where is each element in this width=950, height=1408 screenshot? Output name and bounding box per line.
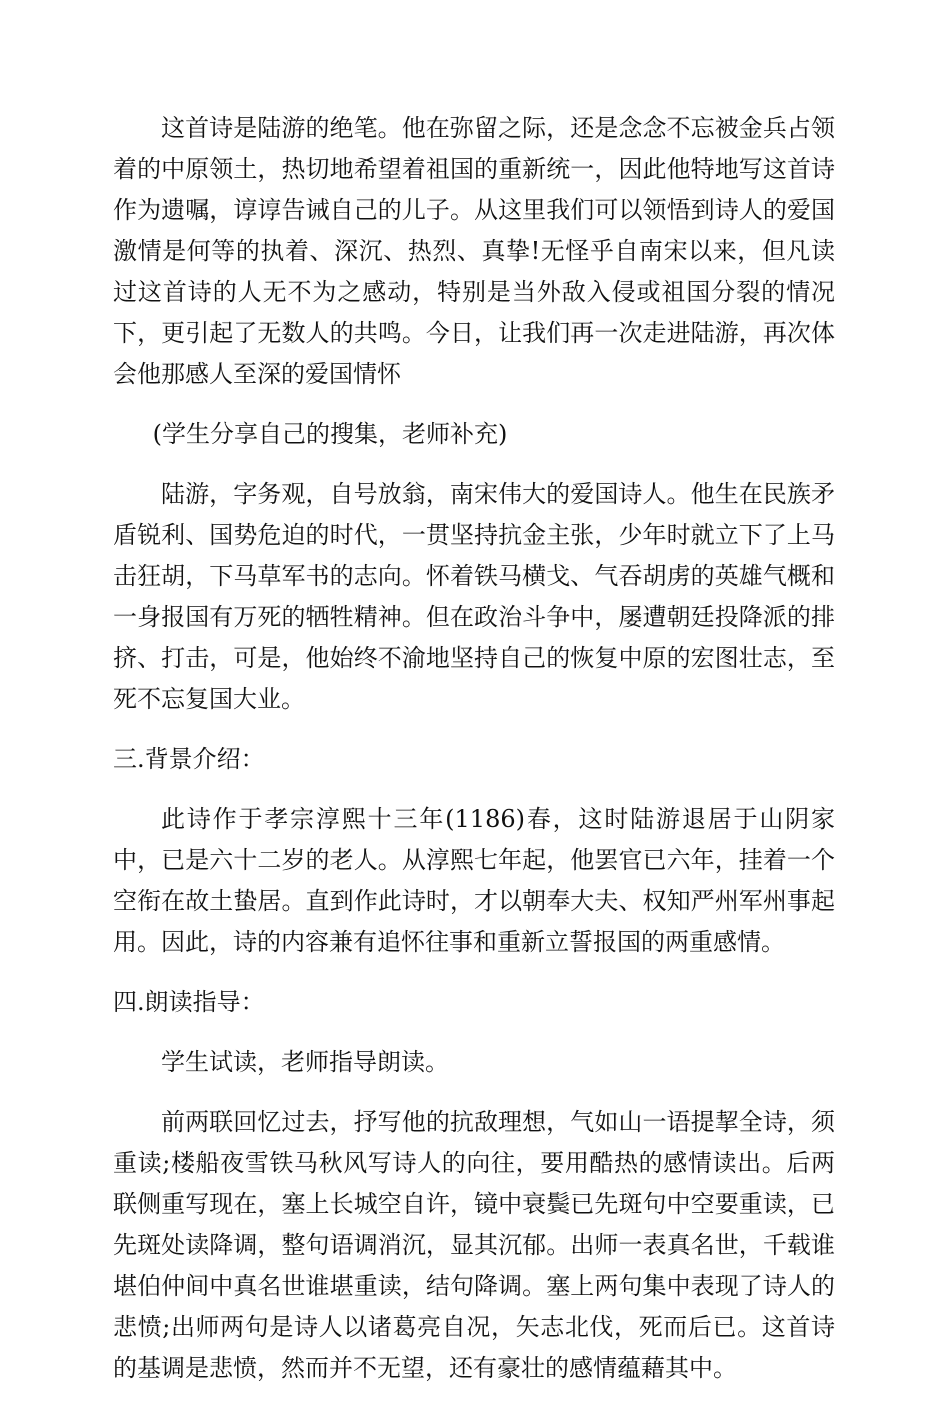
background-paragraph: 此诗作于孝宗淳熙十三年(1186)春，这时陆游退居于山阴家中，已是六十二岁的老人。从淳熙七年起，他罢官已六年，挂着一个空衔在故土蛰居。直到作此诗时，才以朝奉大夫、权知严州军州事起用。因此，诗的内容兼有追怀往事和重新立誓报国的两重感情。	[113, 805, 835, 956]
reading-trial-paragraph: 学生试读，老师指导朗读。	[161, 1048, 449, 1076]
document-body	[113, 108, 835, 1408]
intro-paragraph: 这首诗是陆游的绝笔。他在弥留之际，还是念念不忘被金兵占领着的中原领土，热切地希望着祖国的重新统一，因此他特地写这首诗作为遗嘱，谆谆告诫自己的儿子。从这里我们可以领悟到诗人的爱国激情是何等的执着、深沉、热烈、真挚!无怪乎自南宋以来，但凡读过这首诗的人无不为之感动，特别是当外敌入侵或祖国分裂的情况下，更引起了无数人的共鸣。今日，让我们再一次走进陆游，再次体会他那感人至深的爱国情怀	[113, 114, 835, 388]
author-bio-paragraph: 陆游，字务观，自号放翁，南宋伟大的爱国诗人。他生在民族矛盾锐利、国势危迫的时代，一贯坚持抗金主张，少年时就立下了上马击狂胡，下马草军书的志向。怀着铁马横戈、气吞胡虏的英雄气概和一身报国有万死的牺牲精神。但在政治斗争中，屡遭朝廷投降派的排挤、打击，可是，他始终不渝地坚持自己的恢复中原的宏图壮志，至死不忘复国大业。	[113, 480, 835, 713]
section-heading-background: 三.背景介绍：	[113, 745, 265, 773]
section-heading-reading-guide: 四.朗读指导：	[113, 988, 265, 1016]
reading-guide-paragraph: 前两联回忆过去，抒写他的抗敌理想，气如山一语提挈全诗，须重读;楼船夜雪铁马秋风写诗人的向往，要用酷热的感情读出。后两联侧重写现在，塞上长城空自许，镜中衰鬓已先斑句中空要重读，已先斑处读降调，整句语调消沉，显其沉郁。出师一表真名世，千载谁堪伯仲间中真名世谁堪重读，结句降调。塞上两句集中表现了诗人的悲愤;出师两句是诗人以诸葛亮自况，矢志北伐，死而后已。这首诗的基调是悲愤，然而并不无望，还有豪壮的感情蕴藉其中。	[113, 1108, 835, 1382]
student-share-note: (学生分享自己的搜集，老师补充)	[152, 420, 508, 448]
